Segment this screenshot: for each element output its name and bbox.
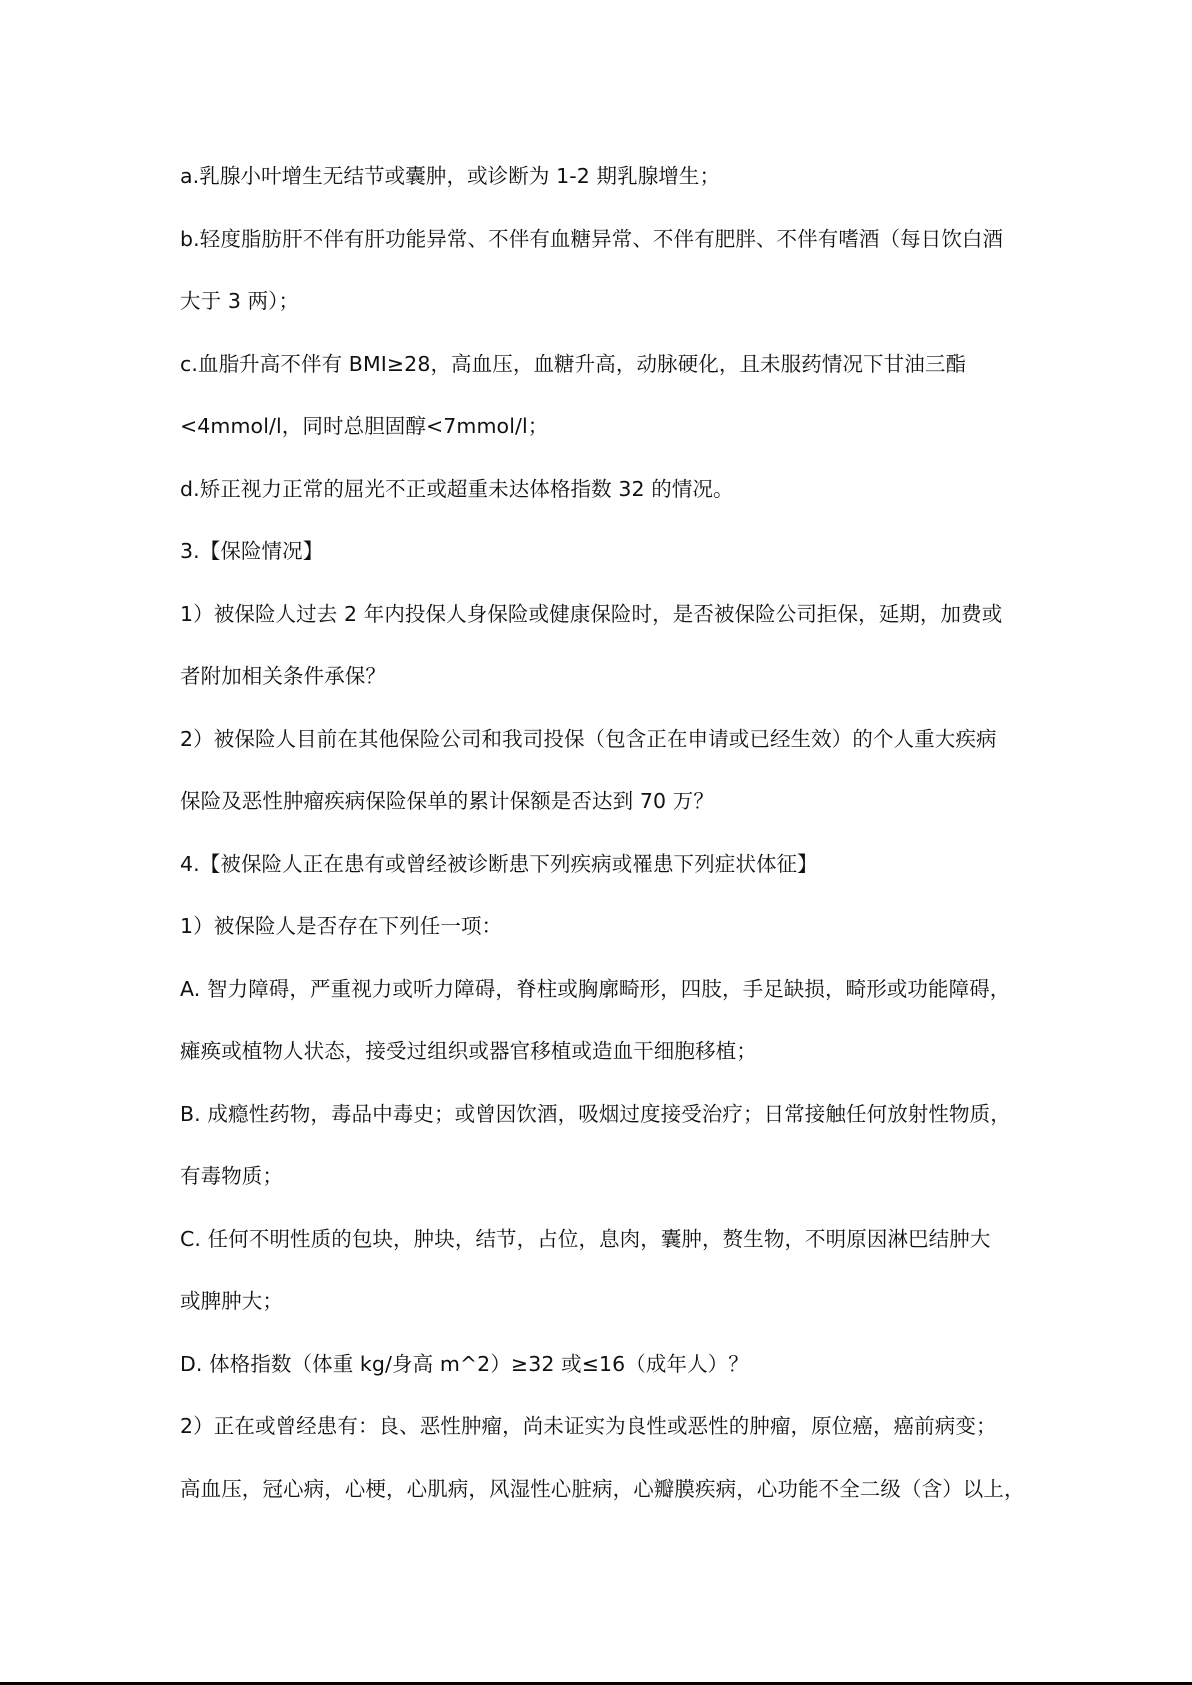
text-line: C. 任何不明性质的包块，肿块，结节，占位，息肉，囊肿，赘生物，不明原因淋巴结肿大 (180, 1226, 991, 1251)
text-line: A. 智力障碍，严重视力或听力障碍，脊柱或胸廓畸形，四肢，手足缺损，畸形或功能障碍， (180, 976, 1011, 1001)
text-line: a.乳腺小叶增生无结节或囊肿，或诊断为 1-2 期乳腺增生； (180, 164, 721, 188)
document-body (180, 155, 1040, 1530)
text-line: b.轻度脂肪肝不伴有肝功能异常、不伴有血糖异常、不伴有肥胖、不伴有嗜酒（每日饮白酒 (180, 226, 1004, 251)
text-line: 2）正在或曾经患有：良、恶性肿瘤，尚未证实为良性或恶性的肿瘤，原位癌，癌前病变； (180, 1414, 997, 1438)
section-heading: 4.【被保险人正在患有或曾经被诊断患下列疾病或罹患下列症状体征】 (180, 851, 818, 876)
text-line: 者附加相关条件承保？ (180, 664, 386, 688)
text-line: 保险及恶性肿瘤疾病保险保单的累计保额是否达到 70 万？ (180, 789, 714, 813)
section-heading: 3.【保险情况】 (180, 539, 324, 563)
text-line: 2）被保险人目前在其他保险公司和我司投保（包含正在申请或已经生效）的个人重大疾病 (180, 726, 997, 751)
text-line: d.矫正视力正常的屈光不正或超重未达体格指数 32 的情况。 (180, 476, 734, 501)
text-line: <4mmol/l，同时总胆固醇<7mmol/l； (180, 414, 549, 438)
text-line: 有毒物质； (180, 1164, 283, 1188)
text-line: 1）被保险人过去 2 年内投保人身保险或健康保险时，是否被保险公司拒保，延期，加费或 (180, 601, 1003, 626)
text-line: 或脾肿大； (180, 1289, 283, 1313)
text-line: c.血脂升高不伴有 BMI≥28，高血压，血糖升高，动脉硬化，且未服药情况下甘油三酯 (180, 351, 967, 376)
text-line: B. 成瘾性药物，毒品中毒史；或曾因饮酒，吸烟过度接受治疗；日常接触任何放射性物质， (180, 1101, 1011, 1126)
text-line: D. 体格指数（体重 kg/身高 m^2）≥32 或≤16（成年人）？ (180, 1351, 749, 1376)
text-line: 1）被保险人是否存在下列任一项： (180, 914, 503, 938)
text-line: 大于 3 两）； (180, 289, 300, 313)
text-line: 瘫痪或植物人状态，接受过组织或器官移植或造血干细胞移植； (180, 1039, 757, 1063)
text-line: 高血压，冠心病，心梗，心肌病，风湿性心脏病，心瓣膜疾病，心功能不全二级（含）以上， (180, 1476, 1025, 1501)
